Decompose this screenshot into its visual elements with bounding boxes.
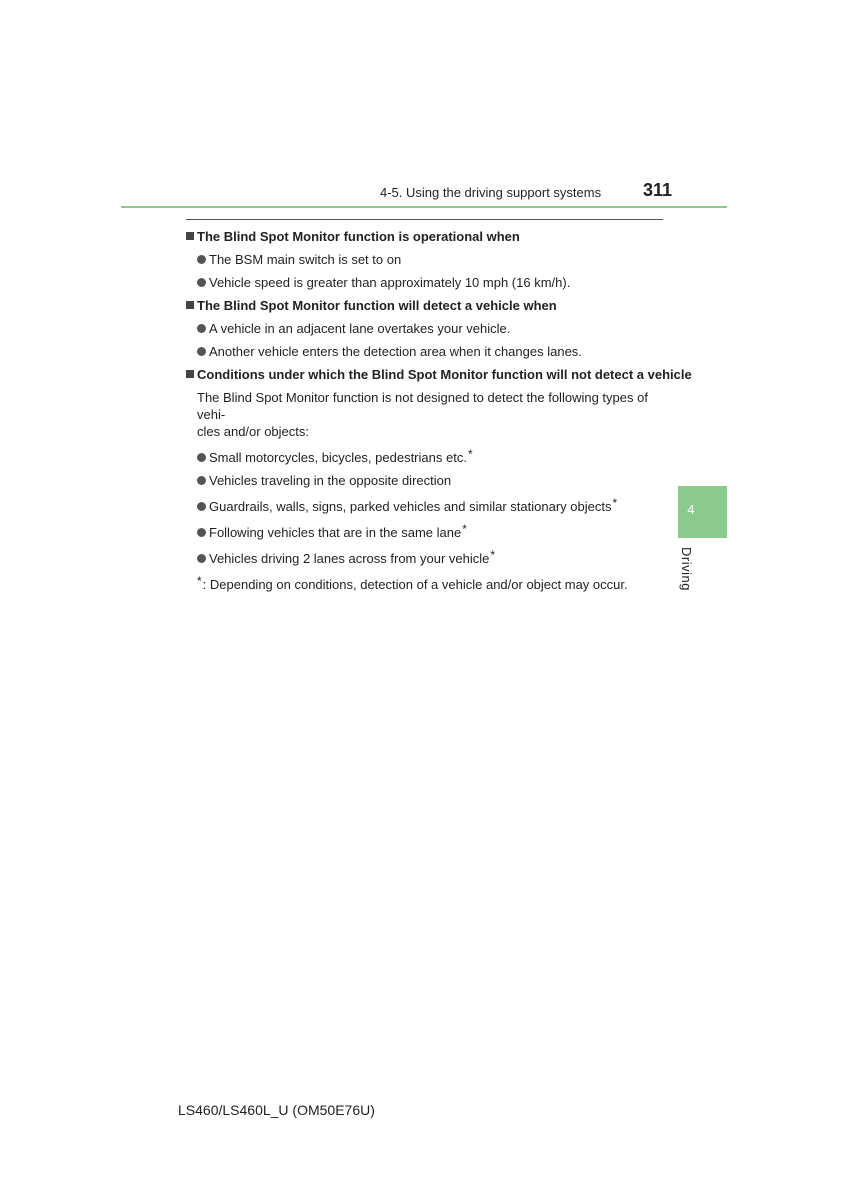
footnote-asterisk: * bbox=[197, 574, 202, 588]
bullet-dot-icon bbox=[197, 347, 206, 356]
section-heading: Conditions under which the Blind Spot Monitor function will not detect a vehicle bbox=[186, 366, 666, 383]
section-heading: The Blind Spot Monitor function is operational when bbox=[186, 228, 666, 245]
list-item: Vehicles driving 2 lanes across from your vehicle* bbox=[197, 547, 666, 567]
header-green-rule bbox=[121, 206, 727, 208]
square-bullet-icon bbox=[186, 301, 194, 309]
list-item: Guardrails, walls, signs, parked vehicles and similar stationary objects* bbox=[197, 495, 666, 515]
footnote-asterisk: * bbox=[467, 447, 473, 461]
section-heading: The Blind Spot Monitor function will detect a vehicle when bbox=[186, 297, 666, 314]
bullet-dot-icon bbox=[197, 278, 206, 287]
chapter-tab-number: 4 bbox=[687, 502, 695, 517]
list-item: Small motorcycles, bicycles, pedestrians etc.* bbox=[197, 446, 666, 466]
bullet-dot-icon bbox=[197, 528, 206, 537]
list-item: Vehicle speed is greater than approximately 10 mph (16 km/h). bbox=[197, 274, 666, 291]
bullet-dot-icon bbox=[197, 554, 206, 563]
list-item: Following vehicles that are in the same lane* bbox=[197, 521, 666, 541]
square-bullet-icon bbox=[186, 232, 194, 240]
footnote-asterisk: * bbox=[490, 548, 496, 562]
chapter-tab[interactable] bbox=[678, 486, 727, 538]
list-item: Vehicles traveling in the opposite direction bbox=[197, 472, 666, 489]
bullet-dot-icon bbox=[197, 453, 206, 462]
footnote-asterisk: * bbox=[612, 496, 618, 510]
bullet-dot-icon bbox=[197, 476, 206, 485]
chapter-tab-label: Driving bbox=[679, 547, 694, 591]
header-section-title: 4-5. Using the driving support systems bbox=[380, 185, 602, 200]
bullet-dot-icon bbox=[197, 255, 206, 264]
page-number: 311 bbox=[643, 180, 673, 200]
bullet-dot-icon bbox=[197, 324, 206, 333]
bullet-dot-icon bbox=[197, 502, 206, 511]
section-intro: The Blind Spot Monitor function is not designed to detect the following types of vehi- cles and/or objects: bbox=[197, 390, 648, 439]
footer-model-code: LS460/LS460L_U (OM50E76U) bbox=[178, 1102, 375, 1118]
list-item: The BSM main switch is set to on bbox=[197, 251, 666, 268]
header-divider bbox=[186, 219, 663, 220]
list-item: Another vehicle enters the detection area when it changes lanes. bbox=[197, 343, 666, 360]
page-content bbox=[186, 228, 692, 593]
footnote: *: Depending on conditions, detection of a vehicle and/or object may occur. bbox=[197, 574, 628, 592]
list-item: A vehicle in an adjacent lane overtakes your vehicle. bbox=[197, 320, 666, 337]
footnote-asterisk: * bbox=[462, 522, 467, 536]
square-bullet-icon bbox=[186, 370, 194, 378]
